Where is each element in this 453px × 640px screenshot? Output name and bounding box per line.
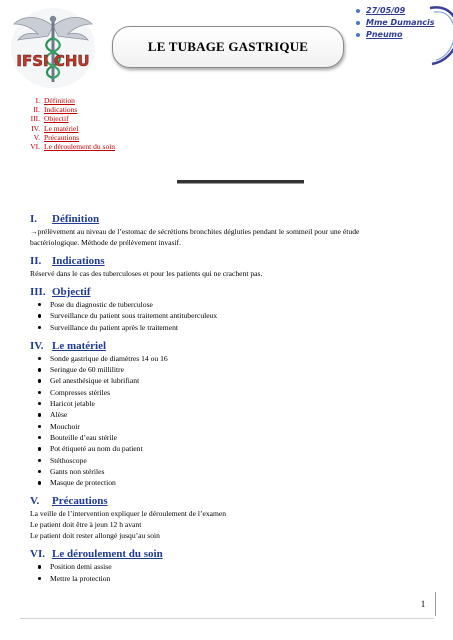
- list-item: Seringue de 60 millilitre: [30, 364, 435, 375]
- list-item: Haricot jetable: [30, 398, 435, 409]
- toc-item[interactable]: I. Définition: [35, 96, 75, 105]
- list-item: Sonde gastrique de diamètres 14 ou 16: [30, 353, 435, 364]
- toc-link-deroulement[interactable]: Le déroulement du soin: [44, 142, 116, 152]
- toc-link-materiel[interactable]: Le matériel: [44, 123, 79, 133]
- section-heading: II. Indications: [30, 255, 105, 267]
- bullet-list: [30, 561, 435, 584]
- document-body: [30, 212, 435, 590]
- list-item: Pose du diagnostic de tuberculose: [30, 299, 435, 310]
- section-heading: I. Définition: [30, 213, 100, 225]
- toc-item[interactable]: VI. Le déroulement du soin: [30, 142, 116, 152]
- list-item: Surveillance du patient après le traitement: [30, 322, 435, 333]
- list-item: Stéthoscope: [30, 455, 435, 466]
- section-objectif: [30, 285, 435, 333]
- toc-item[interactable]: III. Objectif: [30, 114, 69, 124]
- list-item: Mouchoir: [30, 421, 435, 432]
- bullet-list: [30, 353, 435, 489]
- table-of-contents: [22, 96, 115, 151]
- list-item: Pot étiqueté au nom du patient: [30, 443, 435, 454]
- list-item: Bouteille d’eau stérile: [30, 432, 435, 443]
- ifsi-logo: [8, 6, 98, 90]
- section-deroulement: [30, 547, 435, 584]
- info-author: Mme Dumancis: [356, 18, 435, 27]
- paragraph: →prélèvement au niveau de l’estomac de sécrétions bronchites dégluties pendant le sommeil pour une étude: [30, 227, 360, 236]
- toc-link-indications[interactable]: Indications: [44, 105, 78, 115]
- page-title: LE TUBAGE GASTRIQUE: [147, 39, 309, 54]
- toc-link-precautions[interactable]: Précautions: [44, 132, 79, 142]
- section-indications: [30, 254, 435, 279]
- section-precautions: [30, 494, 435, 541]
- list-item: Compresses stériles: [30, 387, 435, 398]
- section-heading: V. Précautions: [30, 495, 108, 508]
- logo-lettering: IFSI CHU: [16, 52, 90, 70]
- paragraph: La veille de l’intervention expliquer le déroulement de l’examen: [30, 509, 227, 519]
- list-item: Gants non stériles: [30, 466, 435, 477]
- paragraph: Le patient doit être à jeun 12 h avant: [30, 520, 142, 530]
- section-definition: [30, 212, 435, 248]
- list-item: Gel anesthésique et lubrifiant: [30, 375, 435, 386]
- paragraph: Le patient doit rester allongé jusqu’au soin: [30, 531, 160, 541]
- header-info-list: [356, 6, 435, 42]
- section-heading: VI. Le déroulement du soin: [30, 548, 163, 561]
- page-bottom-rule: [20, 618, 434, 619]
- paragraph: bactériologique. Méthode de prélèvement invasif.: [30, 238, 181, 247]
- toc-item[interactable]: IV. Le matériel: [31, 123, 79, 133]
- title-box: [112, 26, 344, 68]
- toc-link-definition[interactable]: Définition: [44, 96, 75, 105]
- toc-link-objectif[interactable]: Objectif: [44, 114, 69, 124]
- section-heading: IV. Le matériel: [30, 339, 107, 352]
- list-item: Surveillance du patient sous traitement antituberculeux: [30, 310, 435, 321]
- toc-item[interactable]: II. Indications: [33, 105, 78, 115]
- page-number: 1: [411, 592, 436, 616]
- list-item: Masque de protection: [30, 477, 435, 488]
- bullet-list: [30, 299, 435, 333]
- list-item: Alèse: [30, 409, 435, 420]
- info-date: 27/05/09: [356, 6, 435, 15]
- toc-item[interactable]: V. Précautions: [33, 132, 79, 142]
- paragraph: Réservé dans le cas des tuberculoses et pour les patients qui ne crachent pas.: [30, 269, 263, 278]
- info-service: Pneumo: [356, 30, 435, 39]
- section-divider: [177, 180, 304, 183]
- list-item: Position demi assise: [30, 561, 435, 572]
- list-item: Mettre la protection: [30, 573, 435, 584]
- section-materiel: [30, 339, 435, 489]
- section-heading: III. Objectif: [30, 286, 91, 298]
